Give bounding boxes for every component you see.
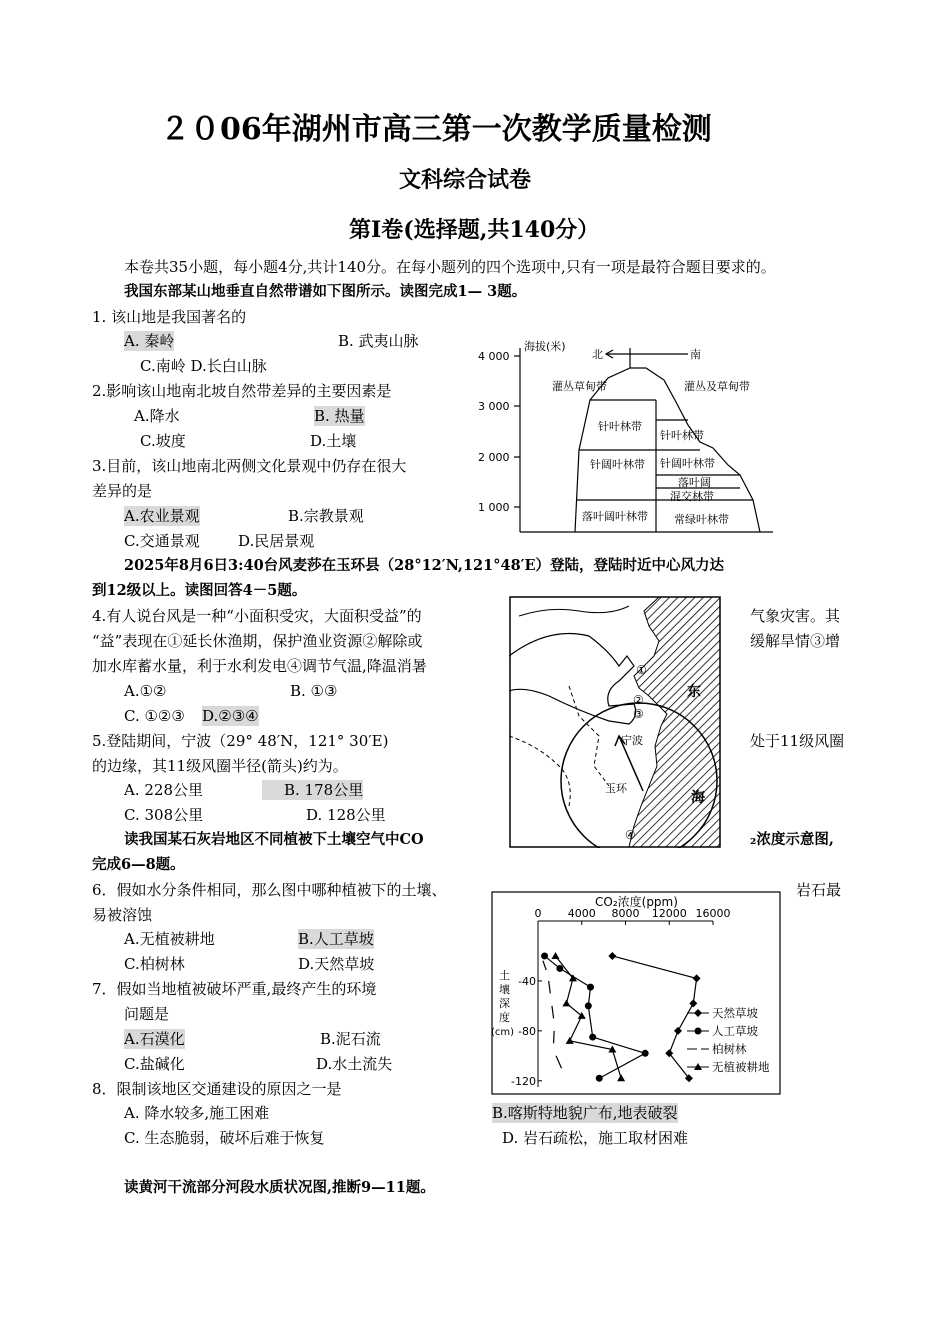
q3-option-c: C.交通景观 [124,532,200,550]
y-tick-label: -120 [511,1074,536,1088]
y-axis-label: 土壤深度(cm) [491,969,515,1038]
south-zone-1: 灌丛及草甸带 [684,380,750,393]
label-ningbo: 宁波 [621,734,643,747]
q3-stem-line1: 3.目前，该山地南北两侧文化景观中仍存在很大 [92,457,407,475]
q6-stem-line2: 易被溶蚀 [92,906,153,924]
y-tick-label: -80 [518,1024,536,1038]
q6-option-d: D.天然草坡 [298,955,375,973]
x-tick-label: 12000 [651,907,687,920]
q5-stem-line1-tail: 处于11级风圈 [750,732,845,750]
q1-option-a: A. 秦岭 [124,332,175,350]
label-sea: 海 [691,790,705,806]
legend-label: 天然草坡 [712,1006,758,1020]
q6-option-a: A.无植被耕地 [124,930,215,948]
north-label: 北 [592,348,603,361]
q3-option-a: A.农业景观 [124,507,200,525]
marker-2: ② [633,693,644,707]
q7-stem-line1: 7．假如当地植被破坏严重,最终产生的环境 [92,980,377,998]
q7-option-c: C.盐碱化 [124,1055,185,1073]
section3-prompt-line1: 读我国某石灰岩地区不同植被下土壤空气中CO [124,831,424,848]
data-point-circle [642,1050,649,1057]
south-zone-4: 落叶阔 [678,476,711,489]
q4-option-c: C. ①②③ [124,707,185,725]
ytick-2000: 2 000 [478,451,510,464]
q5-stem-line2: 的边缘，其11级风圈半径(箭头)约为。 [92,757,348,775]
legend-label: 人工草坡 [712,1024,758,1038]
q4-stem-line3: 加水库蓄水量，利于水利发电④调节气温,降温消暑 [92,657,427,675]
marker-4: ④ [625,828,636,842]
intro-text: 本卷共35小题，每小题4分,共计140分。在每小题列的四个选项中,只有一项是最符合题目要求的。 [124,258,776,276]
legend-label: 柏树林 [712,1042,747,1056]
q1-option-cd: C.南岭 D.长白山脉 [140,357,267,375]
q2-option-b: B. 热量 [314,407,365,425]
south-zone-5: 混交林带 [670,490,714,503]
data-point-circle [589,1034,596,1041]
ytick-4000: 4 000 [478,350,510,363]
q4-option-d: D.②③④ [202,707,259,725]
q4-stem-line2: “益”表现在①延长休渔期，保护渔业资源②解除或 [92,632,423,650]
q2-stem: 2.影响该山地南北坡自然带差异的主要因素是 [92,382,392,400]
south-zone-6: 常绿叶林带 [674,513,729,526]
part-title: 第Ⅰ卷(选择题,共140分） [349,217,600,243]
q5-option-b: B. 178公里 [262,780,363,800]
x-tick-label: 16000 [695,907,731,920]
co2-chart [491,891,781,1095]
q8-stem: 8．限制该地区交通建设的原因之一是 [92,1080,342,1098]
q5-option-d: D. 128公里 [306,806,386,824]
q7-option-b: B.泥石流 [320,1030,381,1048]
legend-label: 无植被耕地 [712,1060,770,1074]
q4-stem-line1: 4.有人说台风是一种“小面积受灾，大面积受益”的 [92,607,422,625]
data-point-circle [541,952,548,959]
section3-prompt-line2: 完成6—8题。 [92,856,185,873]
q7-option-a: A.石漠化 [124,1030,185,1048]
q8-option-a: A. 降水较多,施工困难 [124,1104,270,1122]
data-point-circle [585,1002,592,1009]
x-tick-label: 0 [534,907,542,920]
q1-option-b: B. 武夷山脉 [338,332,419,350]
section2-prompt-line1: 2025年8月6日3:40台风麦莎在玉环县（28°12′N,121°48′E）登陆，登陆时近中心风力达 [124,557,725,574]
typhoon-map [509,596,721,848]
q6-stem-line1: 6．假如水分条件相同，那么图中哪种植被下的土壤、 [92,881,447,899]
section4-prompt: 读黄河干流部分河段水质状况图,推断9—11题。 [124,1179,435,1196]
south-zone-3: 针阔叶林带 [660,457,715,470]
y-tick-label: -40 [518,974,536,988]
q2-option-d: D.土壤 [310,432,357,450]
q5-option-a: A. 228公里 [124,781,203,799]
q8-option-d: D. 岩石疏松，施工取材困难 [502,1129,689,1147]
q6-option-c: C.柏树林 [124,955,185,973]
q6-stem-line1-tail: 岩石最 [796,881,842,899]
x-tick-label: 8000 [611,907,640,920]
north-zone-3: 针阔叶林带 [590,458,645,471]
q1-stem: 1. 该山地是我国著名的 [92,308,247,326]
q7-stem-line2: 问题是 [124,1005,170,1023]
q4-stem-line1-tail: 气象灾害。其 [750,607,841,625]
q4-stem-line2-tail: 缓解旱情③增 [750,632,841,650]
data-point-circle [596,1075,603,1082]
q7-option-d: D.水土流失 [316,1055,393,1073]
x-tick-label: 4000 [567,907,596,920]
page-title: ２０06年湖州市高三第一次教学质量检测 [160,112,712,147]
data-point-circle [556,965,563,972]
q8-option-b: B.喀斯特地貌广布,地表破裂 [492,1104,678,1122]
q8-option-c: C. 生态脆弱，破坏后难于恢复 [124,1129,325,1147]
ylabel: 海拔(米) [524,340,566,353]
q3-option-b: B.宗教景观 [288,507,364,525]
data-point-circle [587,984,594,991]
label-yuhuan: 玉环 [605,782,627,795]
q3-stem-line2: 差异的是 [92,482,153,500]
label-east: 东 [687,684,701,700]
q4-option-b: B. ①③ [290,682,338,700]
north-zone-1: 灌丛草甸带 [552,380,607,393]
q6-option-b: B.人工草坡 [298,930,374,948]
section3-prompt-line1-tail: ₂浓度示意图, [750,831,834,848]
q2-option-a: A.降水 [134,407,180,425]
q5-stem-line1: 5.登陆期间，宁波（29° 48′N，121° 30′E) [92,732,389,750]
chart-title: CO₂浓度(ppm) [595,895,678,909]
paper-subtitle: 文科综合试卷 [399,167,532,193]
south-label: 南 [690,348,701,361]
marker-3: ③ [633,707,644,721]
marker-1: ① [636,663,647,677]
q5-option-c: C. 308公里 [124,806,204,824]
south-zone-2: 针叶林带 [660,429,704,442]
ytick-1000: 1 000 [478,501,510,514]
data-point-circle [695,1028,702,1035]
north-zone-2: 针叶林带 [598,420,642,433]
section2-prompt-line2: 到12级以上。读图回答4－5题。 [92,582,307,599]
q4-option-a: A.①② [124,682,167,700]
q3-option-d: D.民居景观 [238,532,315,550]
north-zone-4: 落叶阔叶林带 [582,510,648,523]
ytick-3000: 3 000 [478,400,510,413]
series-segment-柏树林 [554,1031,555,1043]
section1-prompt: 我国东部某山地垂直自然带谱如下图所示。读图完成1— 3题。 [124,283,527,300]
q2-option-c: C.坡度 [140,432,186,450]
mountain-zone-diagram [478,340,778,535]
